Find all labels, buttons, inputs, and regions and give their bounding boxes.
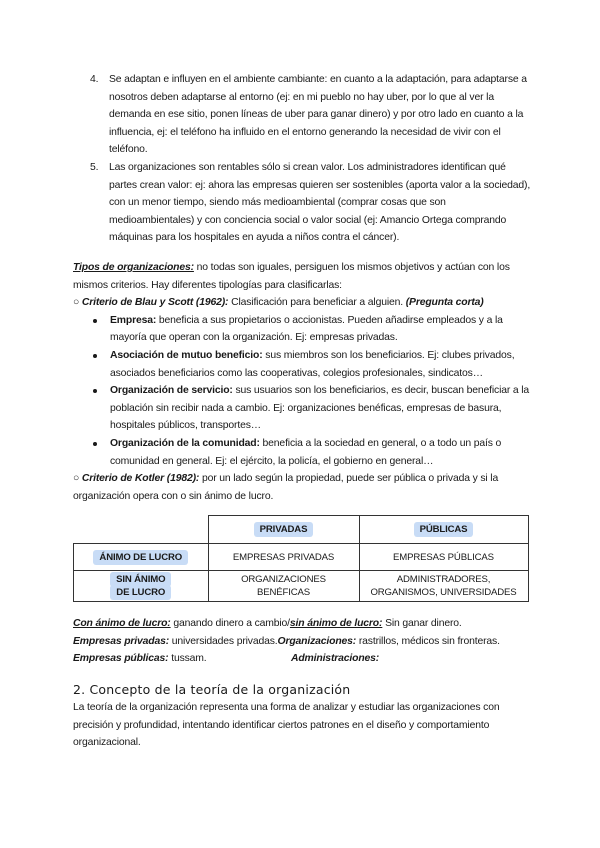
note-label: Administraciones: <box>291 653 380 665</box>
kotler-text: por un lado según la propiedad, puede ser pública o privada y si la organización opera con o sin ánimo de lucro. <box>73 473 499 502</box>
item-number: 4. <box>90 74 99 85</box>
list-item <box>73 435 535 470</box>
list-item <box>73 312 535 347</box>
circle-bullet-icon: ○ <box>73 473 82 485</box>
kotler-label: Criterio de Kotler (1982): <box>81 473 200 485</box>
note-text: ganando dinero a cambio/ <box>170 618 290 629</box>
section-paragraph: La teoría de la organización representa una forma de analizar y estudiar las organizaciones con precisión y profundidad, intentando identificar ciertos patrones en el diseño y comportamiento organizacional. <box>73 702 500 749</box>
tipos-label: Tipos de organizaciones: <box>73 262 194 273</box>
bullet-label: Empresa: <box>110 314 157 326</box>
tipos-text: no todas son iguales, persiguen los mismos objetivos y actúan con los mismos criterios. Hay diferentes tipologías para clasificarlas: <box>73 262 510 291</box>
row-header <box>74 571 209 602</box>
note-text: Sin ganar dinero. <box>382 618 462 629</box>
kotler-criterion <box>73 470 535 505</box>
cell-line: ORGANIZACIONES <box>241 574 326 585</box>
note-label: Empresas privadas: <box>73 635 170 647</box>
cell-line: ADMINISTRADORES, <box>396 574 491 585</box>
circle-bullet-icon: ○ <box>73 297 82 309</box>
notes <box>73 615 543 668</box>
bullet-label: Organización de la comunidad: <box>110 437 260 449</box>
item-text: Las organizaciones son rentables sólo si crean valor. Los administradores identifican qué partes crean valor: ej: ahora las empresas quieren ser sostenibles (aporta valor a la sociedad), con un menor tiempo, siendo más medioambiental (comprar cosas que son medioambientales) y con conciencia social o valor social (ej: Amancio Ortega comprando máquinas para los hospitales en ayuda a niños contra el cáncer). <box>109 161 531 244</box>
bullet-text: sus usuarios son los beneficiarios, es decir, buscan beneficiar a la población sin recibir nada a cambio. Ej: organizaciones benéficas, empresas de basura, hospitales públicos, transportes… <box>110 385 530 432</box>
row-header <box>74 544 209 571</box>
bullet-text: beneficia a la sociedad en general, o a todo un país o comunidad en general. Ej: el ejército, la policía, el gobierno en general… <box>110 437 502 467</box>
table-corner <box>74 516 209 544</box>
row-label: ÁNIMO DE LUCRO <box>93 550 188 565</box>
table-cell: EMPRESAS PÚBLICAS <box>359 544 528 571</box>
row-label: DE LUCRO <box>110 585 171 600</box>
bullet-label: Asociación de mutuo beneficio: <box>110 349 263 361</box>
note-label: Organizaciones: <box>277 635 357 647</box>
blau-label: Criterio de Blau y Scott (1962): <box>81 297 229 309</box>
note-line <box>73 633 543 651</box>
note-text: rastrillos, médicos sin fronteras. <box>356 635 500 647</box>
blau-note: (Pregunta corta) <box>405 297 484 309</box>
note-text: tussam. <box>168 653 207 665</box>
item-number: 5. <box>90 161 99 173</box>
table-cell <box>359 571 528 602</box>
table-row <box>74 544 529 571</box>
tipos-paragraph <box>73 259 535 294</box>
table-header <box>359 516 528 544</box>
organization-type-table <box>73 515 529 602</box>
blau-criterion <box>73 294 535 312</box>
note-label: sin ánimo de lucro: <box>289 618 383 629</box>
header-privadas: PRIVADAS <box>254 522 314 537</box>
bullet-text: beneficia a sus propietarios o accionistas. Pueden añadirse empleados y a la mayoría que operan con la organización. Ej: empresas privadas. <box>110 314 503 344</box>
note-text: universidades privadas. <box>169 635 278 647</box>
note-label: Con ánimo de lucro: <box>73 618 171 629</box>
section-heading: 2. Concepto de la teoría de la organización <box>73 682 351 697</box>
table-cell: EMPRESAS PRIVADAS <box>208 544 359 571</box>
list-item <box>73 382 535 435</box>
table-row <box>74 571 529 602</box>
note-line <box>73 650 543 668</box>
list-item <box>73 347 535 382</box>
header-publicas: PÚBLICAS <box>414 522 474 537</box>
table-header <box>208 516 359 544</box>
bullet-label: Organización de servicio: <box>110 385 233 397</box>
table-cell <box>208 571 359 602</box>
note-line <box>73 615 543 633</box>
tipos-section <box>73 259 535 505</box>
cell-line: ORGANISMOS, UNIVERSIDADES <box>370 587 517 598</box>
numbered-list <box>73 71 533 247</box>
bullet-text: sus miembros son los beneficiarios. Ej: clubes privados, asociados beneficiarios como las cooperativas, colegios profesionales, sindicatos… <box>110 349 515 379</box>
list-item <box>73 159 533 247</box>
blau-text: Clasificación para beneficiar a alguien. <box>228 297 406 309</box>
item-text: Se adaptan e influyen en el ambiente cambiante: en cuanto a la adaptación, para adaptarse a nosotros deben adaptarse al entorno (ej: en mi pueblo no hay uber, por lo que al ver la demanda en ese sitio, ponen líneas de uber para ganar dinero) y por otro lado en cuanto a la influencia, ej: el teléfono ha influido en el entorno generando la necesidad de vivir con el teléfono. <box>109 74 527 156</box>
bullet-list <box>73 312 535 470</box>
note-label: Empresas públicas: <box>73 653 169 665</box>
row-label: SIN ÁNIMO <box>110 572 171 587</box>
list-item <box>73 71 533 159</box>
cell-line: BENÉFICAS <box>256 587 311 598</box>
